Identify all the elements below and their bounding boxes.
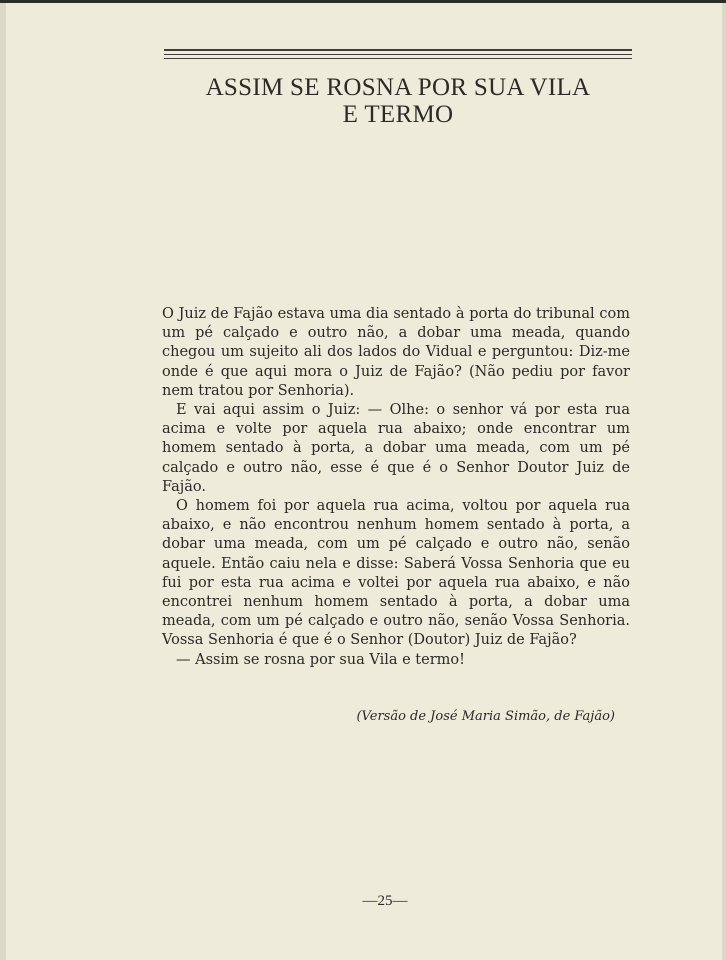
header-rule-middle bbox=[164, 54, 632, 55]
story-body bbox=[162, 305, 630, 670]
title-line-1: ASSIM SE ROSNA POR SUA VILA bbox=[205, 74, 591, 101]
paragraph-1: O Juiz de Fajão estava uma dia sentado à porta do tribunal com um pé calçado e outro não, a dobar uma meada, quando chegou um sujeito ali dos lados do Vidual e perguntou: Diz-me onde é que aqui mora o Juiz de Fajão? (Não pediu por favor nem tratou por Senhoria). bbox=[162, 306, 630, 399]
source-attribution: (Versão de José Maria Simão, de Fajão) bbox=[356, 709, 615, 724]
paragraph-4: — Assim se rosna por sua Vila e termo! bbox=[176, 651, 465, 668]
title-line-2: E TERMO bbox=[342, 101, 454, 128]
header-rule-top bbox=[164, 49, 632, 51]
page-number: —25— bbox=[362, 893, 408, 909]
header-rule-bottom bbox=[164, 58, 632, 59]
paragraph-3: O homem foi por aquela rua acima, voltou por aquela rua abaixo, e não encontrou nenhum homem sentado à porta, a dobar uma meada, com um pé calçado e outro não, senão aquele. Então caiu nela e disse: Saberá Vossa Senhoria que eu fui por esta rua acima e voltei por aquela rua abaixo, e não encontrei nenhum homem sentado à porta, a dobar uma meada, com um pé calçado e outro não, senão Vossa Senhoria. Vossa Senhoria é que é o Senhor (Doutor) Juiz de Fajão? bbox=[162, 498, 630, 649]
page-title bbox=[160, 74, 636, 128]
paragraph-2: E vai aqui assim o Juiz: — Olhe: o senhor vá por esta rua acima e volte por aquela rua abaixo; onde encontrar um homem sentado à porta, a dobar uma meada, com um pé calçado e outro não, esse é que é o Senhor Doutor Juiz de Fajão. bbox=[162, 402, 630, 495]
